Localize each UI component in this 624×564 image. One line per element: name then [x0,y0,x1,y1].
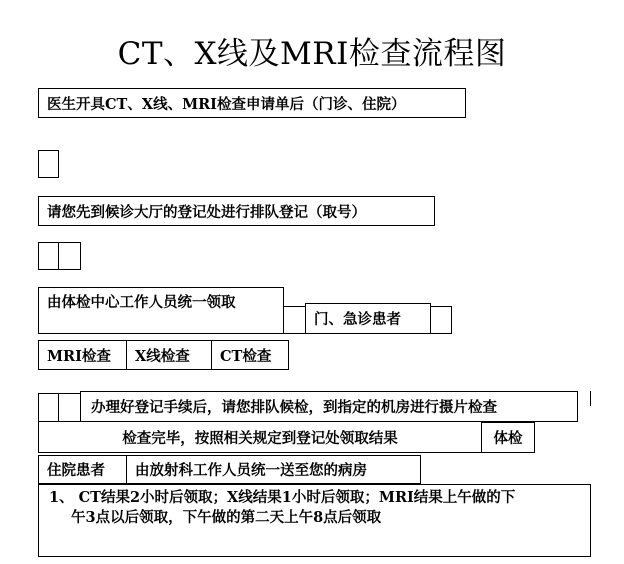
step-doctor-order: 医生开具CT、X线、MRI检查申请单后（门诊、住院） [38,88,466,118]
step-xray: X线检查 [126,340,212,370]
step-inpatient: 住院患者 [38,455,127,484]
results-note [38,484,591,557]
note-line-2: 午3点以后领取，下午做的第二天上午8点后领取 [71,509,382,526]
step-collect: 由体检中心工作人员统一领取 [38,287,284,334]
empty-cell-3a [283,306,306,334]
step-mri: MRI检查 [38,340,127,370]
step-ct: CT检查 [211,340,289,370]
step-queue: 办理好登记手续后，请您排队候检，到指定的机房进行摄片检查 [80,391,578,422]
empty-cell-4b [58,393,81,422]
empty-cell-2b [58,242,81,270]
step-checkup: 体检 [481,422,535,453]
note-line-1: 1、 CT结果2小时后领取；X线结果1小时后领取；MRI结果上午做的下 [49,489,516,506]
empty-cell-1 [38,150,59,178]
step-emergency: 门、急诊患者 [305,303,431,334]
empty-cell-2a [38,242,59,270]
empty-cell-3b [430,306,452,334]
step-register: 请您先到候诊大厅的登记处进行排队登记（取号） [38,196,435,226]
empty-cell-4a [38,393,59,422]
step-results: 检查完毕，按照相关规定到登记处领取结果 [38,421,482,453]
edge-marker [590,391,591,406]
page-title: CT、X线及MRI检查流程图 [117,36,507,72]
step-delivery: 由放射科工作人员统一送至您的病房 [126,455,421,484]
